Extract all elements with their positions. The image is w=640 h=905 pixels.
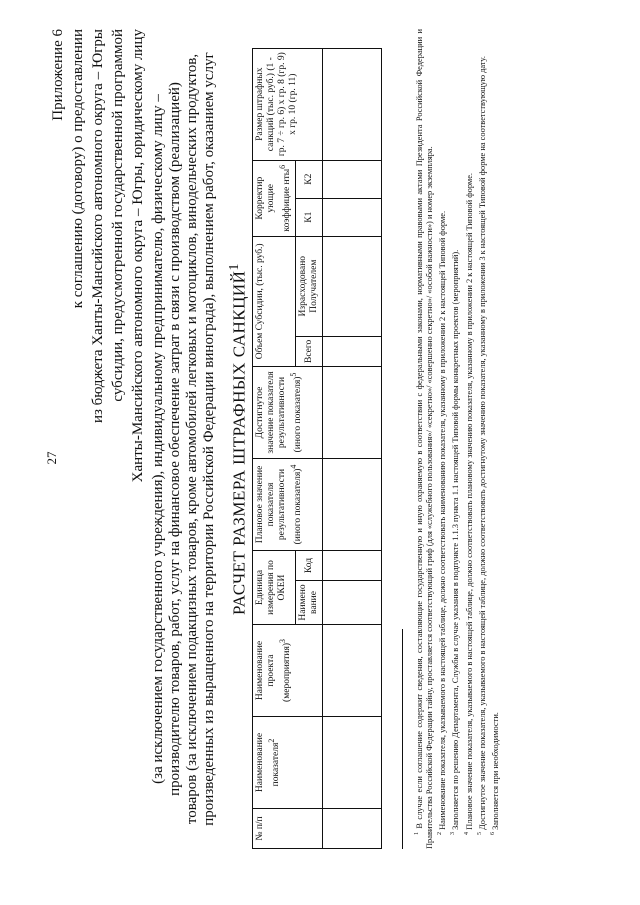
appendix-header xyxy=(48,29,148,849)
header-cell: Наимено вание xyxy=(296,581,323,625)
sanctions-table xyxy=(252,48,382,849)
table-row xyxy=(323,48,382,848)
appendix-line: из бюджета Ханты-Мансийского автономного округа – Югры xyxy=(90,29,106,424)
header-cell: К2 xyxy=(296,160,323,198)
table-cell xyxy=(323,551,382,581)
footnotes xyxy=(412,29,501,849)
header-cell: К1 xyxy=(296,198,323,236)
table-cell xyxy=(323,625,382,717)
table-cell xyxy=(323,48,382,160)
document-title-text: РАСЧЕТ РАЗМЕРА ШТРАФНЫХ САНКЦИЙ xyxy=(229,270,249,616)
header-cell: Достигнутое значение показателя результативности (иного показателя)$^5$ xyxy=(253,367,323,459)
footnote: $^3$ Заполняется по решению Департамента, Службы в случае указания в подпункте 1.1.3 пункта 1.1 настоящей Типовой формы конкретных проектов (мероприятий). xyxy=(450,249,461,835)
header-cell: Код xyxy=(296,551,323,581)
header-cell: Израсходовано Получателем xyxy=(296,236,323,336)
header-cell: № п/п xyxy=(253,809,323,849)
table-cell xyxy=(323,198,382,236)
subtitle-line: товаров (за исключением подакцизных товаров, кроме автомобилей легковых и мотоциклов, винодельческих продуктов, xyxy=(184,53,200,825)
footnote: $^6$ Заполняется при необходимости. xyxy=(489,712,500,835)
footnote: $^5$ Достигнутое значение показателя, указываемого в настоящей таблице, должно соответствовать достигнутому значению показателя, указанному в приложении 3 к настоящей Типовой форме на соответствующую дату. xyxy=(476,56,487,835)
header-cell: Наименование показателя$^2$ xyxy=(253,717,323,809)
table-cell xyxy=(323,717,382,809)
header-cell: Размер штрафных санкций (тыс. руб.) (1 - гр. 7 ÷ гр. 6) x гр. 8 (гр. 9) x гр. 10 (гр. 11) xyxy=(253,48,323,160)
header-cell: Всего xyxy=(296,336,323,366)
appendix-line: Приложение 6 xyxy=(50,29,66,121)
table-cell xyxy=(323,809,382,849)
footnote-marker: 1 xyxy=(226,262,242,271)
header-cell: Единица измерения по ОКЕИ xyxy=(253,551,296,625)
table-cell xyxy=(323,336,382,366)
appendix-line: субсидии, предусмотренной государственной программой xyxy=(110,29,126,402)
footnote: $^4$ Плановое значение показателя, указываемого в настоящей таблице, должно соответствовать плановому значению показателя, указанному в приложении 2 к настоящей Типовой форме. xyxy=(463,172,474,835)
footnote-divider xyxy=(402,629,403,849)
header-cell: Плановое значение показателя результативности (иного показателя)$^4$ xyxy=(253,459,323,551)
footnote: $^2$ Наименование показателя, указываемого в настоящей таблице, должно соответствовать наименованию показателя, указанному в приложении 2 к настоящей Типовой форме. xyxy=(437,210,448,835)
appendix-line: Ханты-Мансийского автономного округа – Югры, юридическому лицу xyxy=(130,29,146,483)
table-cell xyxy=(323,236,382,336)
subtitle-line: произведенных из выращенного на территории Российской Федерации винограда), выполнением работ, оказанием услуг xyxy=(201,52,217,826)
subtitle-block xyxy=(150,29,218,849)
subtitle-line: (за исключением государственного учреждения), индивидуальному предпринимателю, физическому лицу – xyxy=(150,94,166,784)
table-cell xyxy=(323,160,382,198)
table-cell xyxy=(323,581,382,625)
footnote: $^1$ В случае если соглашение содержит сведения, составляющие государственную и иную охраняемую в соответствии с федеральными законами, нормативными правовыми актами Президента Российской Федерации и Правительства Российской Федерации тайну, проставляется соответствующий гриф (для «служебного пользования»/ «секретно»/ «совершенно секретно»/ «особой важности») и номер экземпляра. xyxy=(414,28,435,849)
header-cell: Наименование проекта (мероприятия)$^3$ xyxy=(253,625,323,717)
table-cell xyxy=(323,367,382,459)
header-cell: Корректир ующие коэффицие нты$^6$ xyxy=(253,160,296,236)
table-header-row xyxy=(253,48,296,848)
page-number: 27 xyxy=(44,451,59,465)
document-title xyxy=(226,29,250,849)
appendix-line: к соглашению (договору) о предоставлении xyxy=(70,29,86,309)
table-cell xyxy=(323,459,382,551)
header-cell: Объем Субсидии, (тыс. руб.) xyxy=(253,236,296,366)
subtitle-line: производителю товаров, работ, услуг на финансовое обеспечение затрат в связи с производством (реализацией) xyxy=(167,82,183,796)
